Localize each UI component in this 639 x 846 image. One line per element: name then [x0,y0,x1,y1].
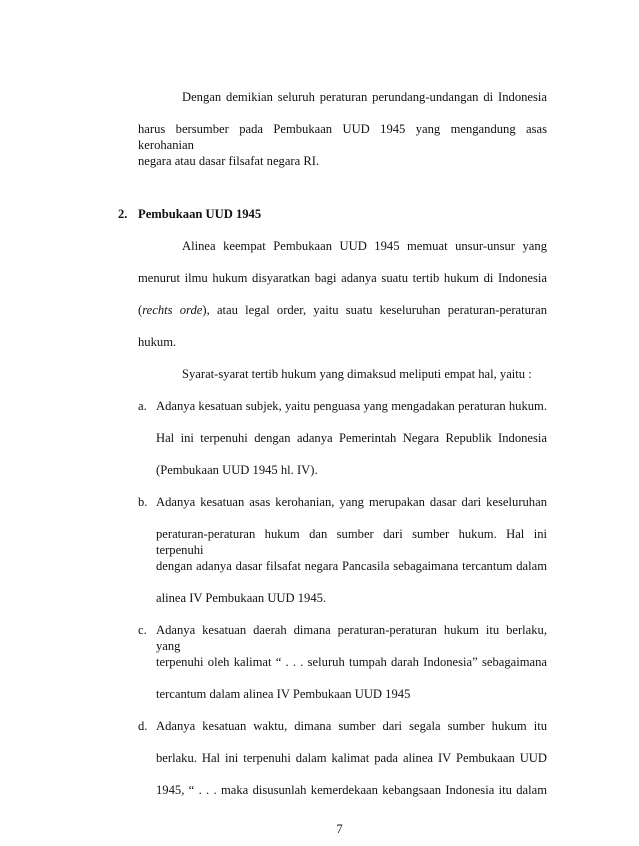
intro-line-2: harus bersumber pada Pembukaan UUD 1945 yang mengandung asas kerohanian [138,122,547,152]
item-d-line-2: berlaku. Hal ini terpenuhi dalam kalimat pada alinea IV Pembukaan UUD [156,751,547,765]
intro-line-3: negara atau dasar filsafat negara RI. [138,154,320,168]
item-b-line-1: Adanya kesatuan asas kerohanian, yang merupakan dasar dari keseluruhan [156,495,547,509]
para1-line-3-open: ( [138,303,143,317]
item-c-marker: c. [138,623,147,637]
item-a-line-2: Hal ini terpenuhi dengan adanya Pemerintah Negara Republik Indonesia [156,431,547,445]
rechts-orde-term: rechts orde [142,303,203,317]
para1-line-3-rest: ), atau legal order, yaitu suatu keseluruhan peraturan-peraturan [202,303,547,317]
item-a-line-1: Adanya kesatuan subjek, yaitu penguasa yang mengadakan peraturan hukum. [156,399,547,413]
item-c-line-1: Adanya kesatuan daerah dimana peraturan-peraturan hukum itu berlaku, yang [156,623,547,653]
item-d-line-1: Adanya kesatuan waktu, dimana sumber dari segala sumber hukum itu [156,719,547,733]
item-a-marker: a. [138,399,147,413]
item-a-line-3: (Pembukaan UUD 1945 hl. IV). [156,463,318,477]
item-b-line-2: peraturan-peraturan hukum dan sumber dari sumber hukum. Hal ini terpenuhi [156,527,547,557]
para1-line-4: hukum. [138,335,177,349]
item-d-marker: d. [138,719,148,733]
section-title: Pembukaan UUD 1945 [138,207,262,221]
item-b-marker: b. [138,495,148,509]
para2-line: Syarat-syarat tertib hukum yang dimaksud meliputi empat hal, yaitu : [182,367,532,381]
item-d-line-3: 1945, “ . . . maka disusunlah kemerdekaan kebangsaan Indonesia itu dalam [156,783,547,797]
item-c-line-2: terpenuhi oleh kalimat “ . . . seluruh tumpah darah Indonesia” sebagaimana [156,655,547,669]
para1-line-3 [138,302,547,318]
section-number: 2. [118,207,128,221]
item-b-line-4: alinea IV Pembukaan UUD 1945. [156,591,327,605]
item-b-line-3: dengan adanya dasar filsafat negara Pancasila sebagaimana tercantum dalam [156,559,547,573]
intro-line-1: Dengan demikian seluruh peraturan perundang-undangan di Indonesia [182,90,547,104]
para1-line-2: menurut ilmu hukum disyaratkan bagi adanya suatu tertib hukum di Indonesia [138,271,547,285]
page-number: 7 [336,822,343,836]
item-c-line-3: tercantum dalam alinea IV Pembukaan UUD 1945 [156,687,411,701]
para1-line-1: Alinea keempat Pembukaan UUD 1945 memuat unsur-unsur yang [182,239,547,253]
